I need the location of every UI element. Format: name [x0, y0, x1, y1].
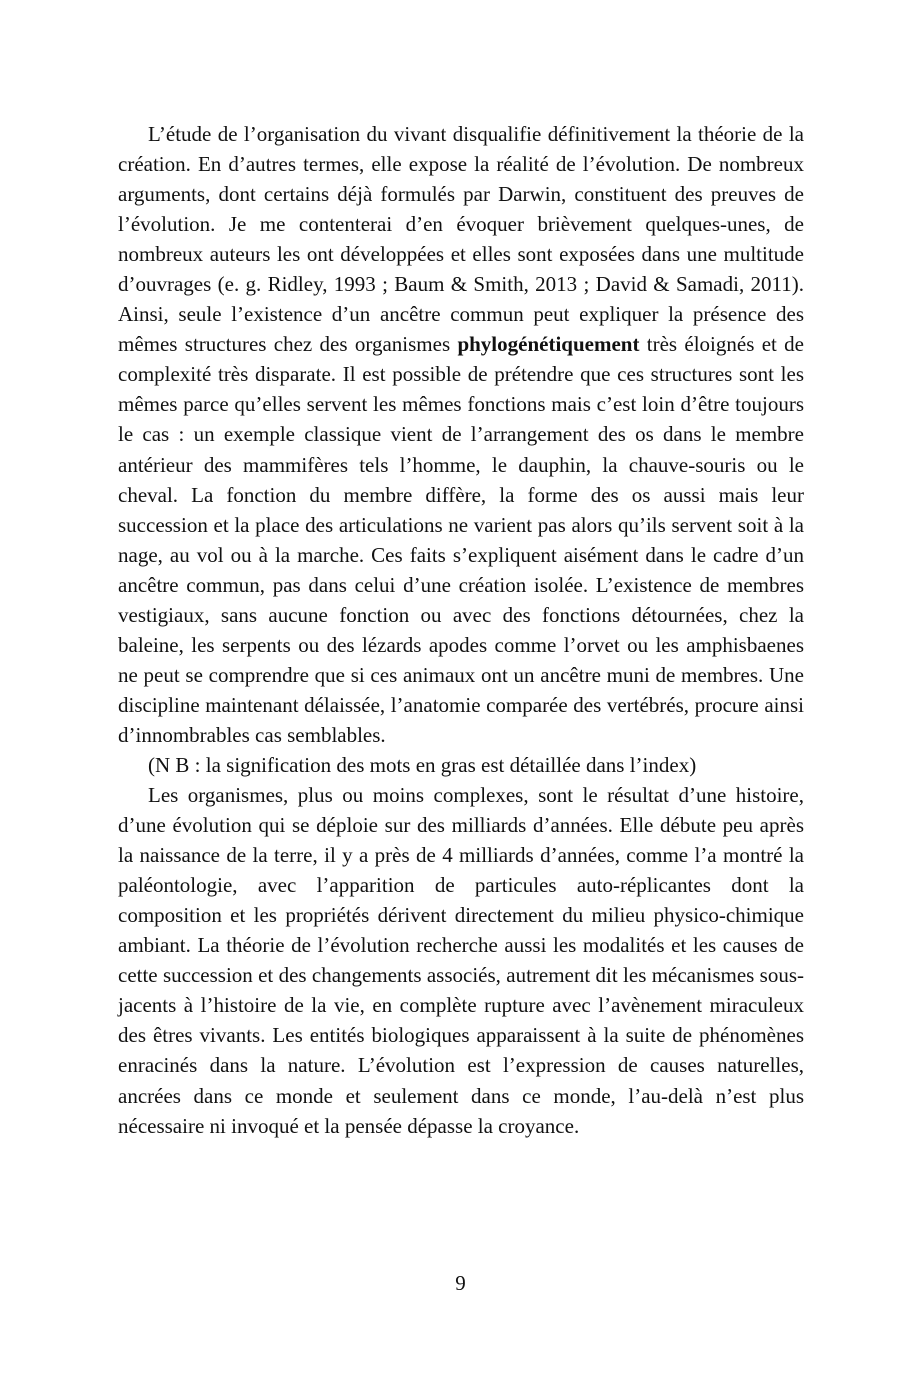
paragraph-history-of-life: [118, 780, 804, 1141]
note-text: (N B : la signification des mots en gras est détaillée dans l’index): [148, 752, 697, 777]
paragraph-text: L’étude de l’organisation du vivant disqualifie définitivement la théorie de la création. En d’autres termes, elle expose la réalité de l’évolution. De nombreux arguments, dont certains déjà formulés par Darwin, constituent des preuves de l’évolution. Je me contenterai d’en évoquer brièvement quelques-unes, de nombreux auteurs les ont développées et elles sont exposées dans une multitude d’ouvrages (e. g. Ridley, 1993 ; Baum & Smith, 2013 ; David & Samadi, 2011). Ainsi, seule l’existence d’un ancêtre commun peut expliquer la présence des mêmes structures chez des organismes: [118, 122, 804, 357]
paragraph-note: [118, 750, 804, 780]
paragraph-text: Les organismes, plus ou moins complexes, sont le résultat d’une histoire, d’une évolution qui se déploie sur des milliards d’années. Elle débute peu après la naissance de la terre, il y a près de 4 milliards d’années, comme l’a montré la paléontologie, avec l’apparition de particules auto-réplicantes dont la composition et les propriétés dérivent directement du milieu physico-chimique ambiant. La théorie de l’évolution recherche aussi les modalités et les causes de cette succession et des changements associés, autrement dit les mécanismes sous-jacents à l’histoire de la vie, en complète rupture avec l’avènement miraculeux des êtres vivants. Les entités biologiques apparaissent à la suite de phénomènes enracinés dans la nature. L’évolution est l’expression de causes naturelles, ancrées dans ce monde et seulement dans ce monde, l’au-delà n’est plus nécessaire ni invoqué et la pensée dépasse la croyance.: [118, 783, 804, 1138]
paragraph-evolution-evidence: [118, 119, 804, 750]
body-text: [118, 119, 804, 1141]
page-number: 9: [455, 1271, 466, 1295]
bold-term: phylogénétiquement: [457, 332, 640, 357]
paragraph-text: très éloignés et de complexité très disparate. Il est possible de prétendre que ces structures sont les mêmes parce qu’elles servent les mêmes fonctions mais c’est loin d’être toujours le cas : un exemple classique vient de l’arrangement des os dans le membre antérieur des mammifères tels l’homme, le dauphin, la chauve-souris ou le cheval. La fonction du membre diffère, la forme des os aussi mais leur succession et la place des articulations ne varient pas alors qu’ils servent soit à la nage, au vol ou à la marche. Ces faits s’expliquent aisément dans le cadre d’un ancêtre commun, pas dans celui d’une création isolée. L’existence de membres vestigiaux, sans aucune fonction ou avec des fonctions détournées, chez la baleine, les serpents ou des lézards apodes comme l’orvet ou les amphisbaenes ne peut se comprendre que si ces animaux ont un ancêtre muni de membres. Une discipline maintenant délaissée, l’anatomie comparée des vertébrés, procure ainsi d’innombrables cas semblables.: [118, 332, 804, 747]
